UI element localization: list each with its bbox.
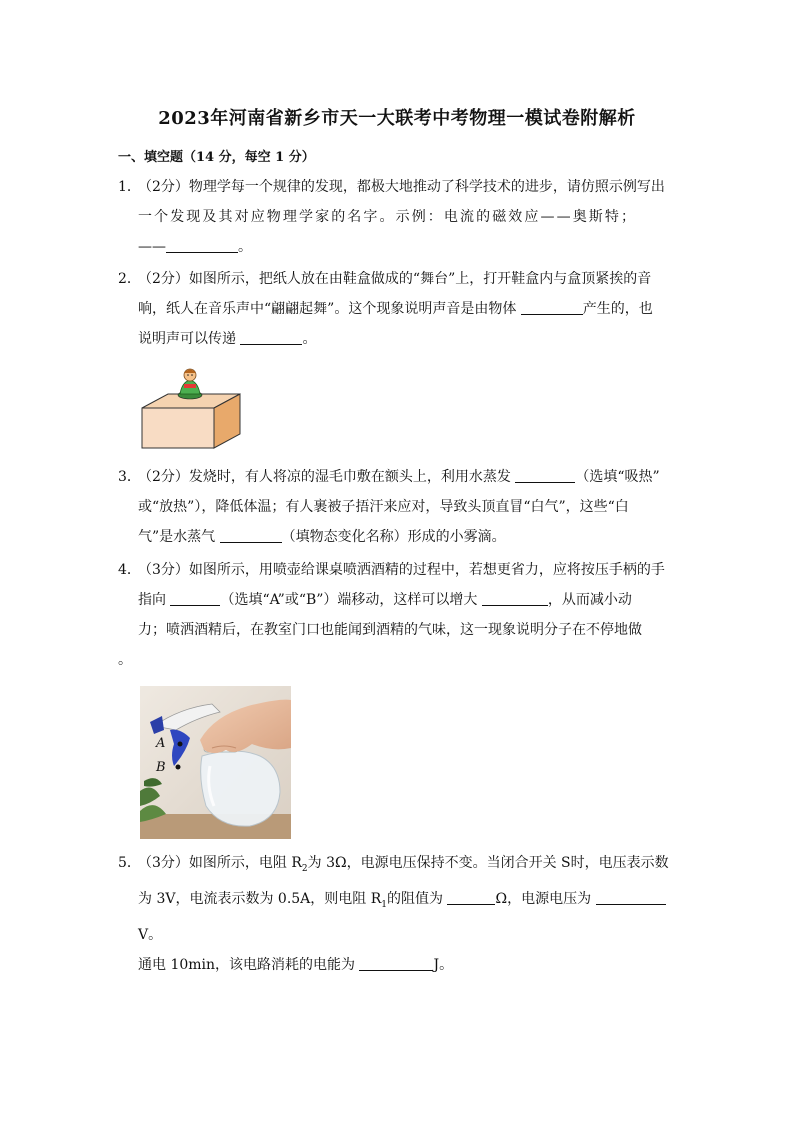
- question-number: 5．: [118, 855, 141, 871]
- answer-blank[interactable]: [220, 526, 282, 543]
- question-number: 4．: [118, 562, 141, 578]
- answer-blank[interactable]: [521, 298, 583, 315]
- answer-blank[interactable]: [596, 888, 666, 905]
- text-fragment: 的阻值为: [387, 890, 448, 907]
- question-1: [118, 172, 678, 262]
- question-4: [118, 555, 678, 675]
- text-fragment: ，从而减小动: [547, 592, 632, 608]
- question-text-line: [138, 585, 678, 615]
- text-fragment: 说明声可以传递: [138, 331, 241, 347]
- spray-bottle-photo: [140, 686, 291, 839]
- question-text-line: 一个发现及其对应物理学家的名字。示例：电流的磁效应——奥斯特；: [138, 209, 638, 225]
- page-title: 2023年河南省新乡市天一大联考中考物理一模试卷附解析: [158, 108, 636, 129]
- shoebox-stage-figure: [138, 364, 244, 454]
- question-3: [118, 462, 678, 552]
- question-text-line: 力；喷洒酒精后，在教室门口也能闻到酒精的气味，这一现象说明分子在不停地做: [138, 622, 642, 638]
- answer-blank[interactable]: [359, 954, 433, 971]
- label-b: B: [156, 760, 166, 775]
- question-text-line: [138, 848, 678, 884]
- text-fragment: 产生的，也: [582, 301, 653, 317]
- question-text-line: 或“放热”），降低体温；有人裹被子捂汗来应对，导致头顶直冒“白气”，这些“白: [138, 499, 629, 515]
- text-fragment: 。: [302, 331, 317, 347]
- question-5: [118, 848, 678, 980]
- text-fragment: （填物态变化名称）形成的小雾滴。: [281, 529, 506, 545]
- text-fragment: Ω，电源电压为: [495, 890, 596, 907]
- answer-blank[interactable]: [166, 236, 238, 253]
- subscript: 2: [301, 863, 308, 874]
- answer-blank[interactable]: [515, 466, 575, 483]
- text-fragment: V。: [138, 926, 163, 943]
- text-fragment: （选填“吸热”: [575, 469, 660, 485]
- question-number: 3．: [118, 469, 141, 485]
- text-fragment: J。: [433, 956, 454, 973]
- text-fragment: 指向: [138, 592, 171, 608]
- text-fragment: 。: [238, 239, 252, 255]
- text-fragment: 为 3Ω，电源电压保持不变。当闭合开关 S时，电压表示数: [307, 855, 669, 871]
- question-text-line: （2分）物理学每一个规律的发现，都极大地推动了科学技术的进步，请仿照示例写出: [138, 179, 665, 195]
- question-text-line: [138, 324, 678, 354]
- question-text-line: （2分）如图所示，把纸人放在由鞋盒做成的“舞台”上，打开鞋盒内与盒顶紧挨的音: [138, 271, 652, 287]
- text-fragment: 响，纸人在音乐声中“翩翩起舞”。这个现象说明声音是由物体: [138, 301, 521, 317]
- question-number: 1．: [118, 179, 141, 195]
- section-heading: 一、填空题（14 分，每空 1 分）: [118, 150, 315, 165]
- answer-blank[interactable]: [447, 888, 495, 905]
- text-fragment: （3分）如图所示，电阻 R: [138, 855, 302, 871]
- dash-text: ——: [138, 239, 166, 255]
- question-text-line: [138, 522, 678, 552]
- question-number: 2．: [118, 271, 141, 287]
- question-text-line: [138, 232, 678, 262]
- label-a: A: [156, 736, 166, 751]
- text-fragment: 通电 10min，该电路消耗的电能为: [138, 956, 360, 973]
- subscript: 1: [381, 899, 388, 910]
- answer-blank[interactable]: [240, 328, 302, 345]
- question-text-line: （3分）如图所示，用喷壶给课桌喷洒酒精的过程中，若想更省力，应将按压手柄的手: [138, 562, 665, 578]
- question-text-line: [138, 950, 678, 980]
- question-text-line: [138, 884, 678, 950]
- answer-blank[interactable]: [170, 589, 220, 606]
- question-text-line: [138, 294, 678, 324]
- text-fragment: （选填“A”或“B”）端移动，这样可以增大: [220, 592, 482, 608]
- text-fragment: 为 3V，电流表示数为 0.5A，则电阻 R: [138, 890, 382, 907]
- text-fragment: （2分）发烧时，有人将凉的湿毛巾敷在额头上，利用水蒸发: [138, 469, 516, 485]
- text-fragment: 气”是水蒸气: [138, 529, 220, 545]
- question-text-line: [138, 462, 678, 492]
- answer-blank[interactable]: [482, 589, 548, 606]
- question-text-line: 。: [118, 652, 132, 668]
- question-2: [118, 264, 678, 354]
